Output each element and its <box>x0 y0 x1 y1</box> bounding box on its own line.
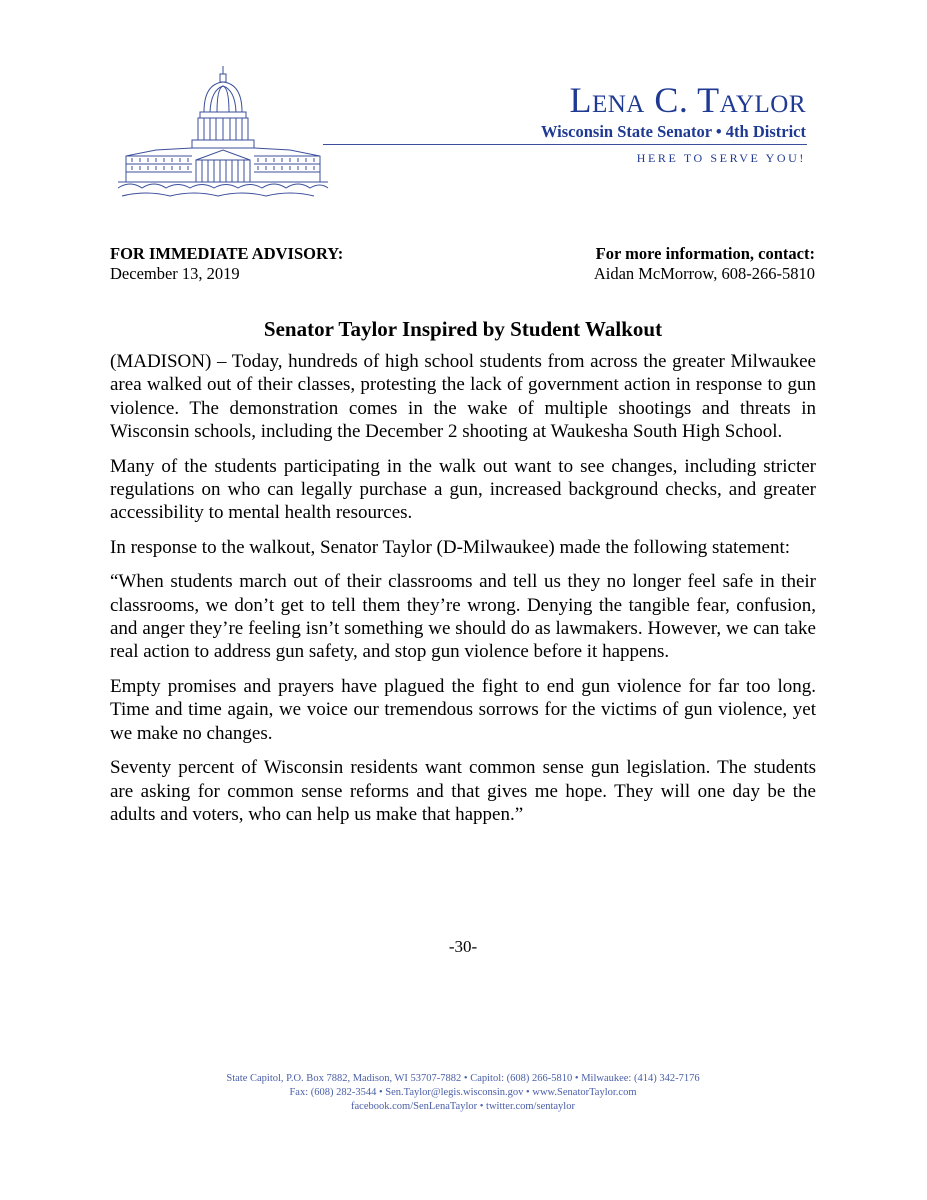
body-paragraph: In response to the walkout, Senator Taylor (D-Milwaukee) made the following statement: <box>110 536 791 558</box>
advisory-date: December 13, 2019 <box>110 264 240 283</box>
letterhead-footer <box>110 1072 816 1114</box>
body-paragraph: Empty promises and prayers have plagued the fight to end gun violence for far too long. Time and time again, we voice our tremendous sorrows for the victims of gun violence, yet we make no changes. <box>110 675 816 744</box>
advisory-left-block <box>110 244 343 284</box>
capitol-building-illustration <box>116 64 330 204</box>
press-release-body <box>110 350 816 837</box>
footer-social-line: facebook.com/SenLenaTaylor • twitter.com/sentaylor <box>351 1101 575 1112</box>
contact-info: Aidan McMorrow, 608-266-5810 <box>593 264 815 283</box>
press-release-headline: Senator Taylor Inspired by Student Walkout <box>263 317 663 341</box>
senator-title: Wisconsin State Senator • 4th District <box>540 122 806 141</box>
advisory-heading: FOR IMMEDIATE ADVISORY: <box>110 244 344 263</box>
footer-contact-line: Fax: (608) 282-3544 • Sen.Taylor@legis.wisconsin.gov • www.SenatorTaylor.com <box>289 1087 637 1098</box>
letterhead-divider <box>323 144 807 145</box>
end-of-release-mark: -30- <box>448 937 478 956</box>
footer-address-line: State Capitol, P.O. Box 7882, Madison, WI 53707-7882 • Capitol: (608) 266-5810 • Milwaukee: (414) 342-7176 <box>226 1073 700 1084</box>
contact-heading: For more information, contact: <box>595 244 815 263</box>
body-paragraph: Seventy percent of Wisconsin residents want common sense gun legislation. The students are asking for common sense reforms and that gives me hope. They will one day be the adults and voters, who can help us make that happen.” <box>110 757 816 825</box>
body-paragraph: (MADISON) – Today, hundreds of high school students from across the greater Milwaukee area walked out of their classes, protesting the lack of government action in response to gun violence. The demonstration comes in the wake of multiple shootings and threats in Wisconsin schools, including the December 2 shooting at Waukesha South High School. <box>110 351 816 443</box>
body-paragraph: “When students march out of their classrooms and tell us they no longer feel safe in their classrooms, we don’t get to tell them they’re wrong. Denying the tangible fear, confusion, and anger they’re feeling isn’t something we should do as lawmakers. However, we can take real action to address gun safety, and stop gun violence before it happens. <box>110 571 816 663</box>
body-paragraph: Many of the students participating in the walk out want to see changes, including stricter regulations on who can legally purchase a gun, increased background checks, and greater accessibility to mental health resources. <box>110 455 816 524</box>
senator-name-wordmark: Lena C. Taylor <box>569 80 806 120</box>
contact-block <box>594 244 815 284</box>
letterhead-tagline: HERE TO SERVE YOU! <box>636 151 806 165</box>
